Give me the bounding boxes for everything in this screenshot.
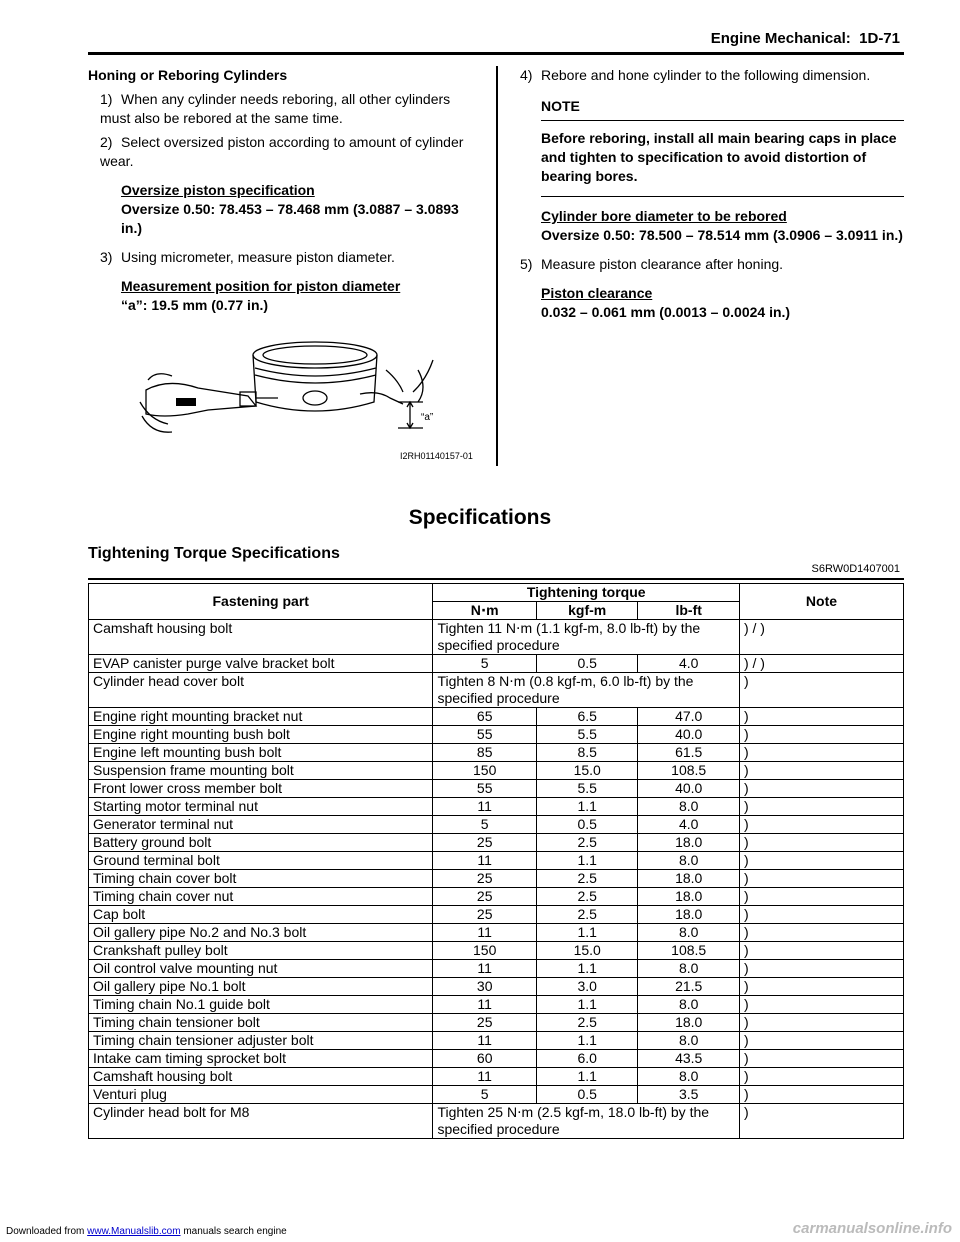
cell-note: ) [739, 726, 903, 744]
cell-fastening-part: Generator terminal nut [89, 816, 433, 834]
cell-fastening-part: Suspension frame mounting bolt [89, 762, 433, 780]
cell-kgf: 1.1 [536, 924, 637, 942]
cell-note: ) [739, 834, 903, 852]
cell-kgf: 2.5 [536, 870, 637, 888]
cell-note: ) [739, 960, 903, 978]
section-title: Specifications [408, 506, 552, 529]
cell-lbft: 18.0 [638, 906, 739, 924]
right-column [520, 66, 904, 322]
cell-kgf: 2.5 [536, 888, 637, 906]
step-1 [88, 90, 478, 128]
cell-nm: 55 [433, 780, 537, 798]
cell-lbft: 18.0 [638, 834, 739, 852]
cell-kgf: 1.1 [536, 996, 637, 1014]
cell-nm: 5 [433, 655, 537, 673]
cell-lbft: 108.5 [638, 762, 739, 780]
cell-note: ) [739, 942, 903, 960]
cell-nm: 5 [433, 816, 537, 834]
footer-source [6, 1226, 287, 1237]
table-row [89, 1086, 904, 1104]
step-text: Rebore and hone cylinder to the following dimension. [541, 67, 871, 83]
note-body: Before reboring, install all main bearing caps in place and tighten to specification to avoid distortion of bearing bores. [541, 121, 904, 197]
cell-lbft: 8.0 [638, 852, 739, 870]
page-header [711, 30, 900, 47]
step-5 [520, 255, 904, 274]
cell-nm: 25 [433, 888, 537, 906]
cell-kgf: 2.5 [536, 1014, 637, 1032]
cell-fastening-part: Front lower cross member bolt [89, 780, 433, 798]
cell-note: ) [739, 888, 903, 906]
cell-fastening-part: Oil control valve mounting nut [89, 960, 433, 978]
table-row [89, 924, 904, 942]
cell-fastening-part: Venturi plug [89, 1086, 433, 1104]
cell-note: ) [739, 924, 903, 942]
cell-lbft: 4.0 [638, 816, 739, 834]
footer-link[interactable]: www.Manualslib.com [87, 1226, 181, 1237]
table-row [89, 1014, 904, 1032]
cell-lbft: 21.5 [638, 978, 739, 996]
step-number: 3) [100, 249, 113, 265]
spec-title: Cylinder bore diameter to be rebored [541, 208, 787, 224]
cylinder-bore-spec [541, 207, 904, 245]
table-row [89, 762, 904, 780]
header-fastening-part: Fastening part [89, 584, 433, 620]
cell-nm: 11 [433, 1032, 537, 1050]
cell-lbft: 8.0 [638, 1032, 739, 1050]
cell-lbft: 8.0 [638, 960, 739, 978]
cell-lbft: 8.0 [638, 798, 739, 816]
cell-note: ) [739, 1104, 903, 1139]
cell-nm: 60 [433, 1050, 537, 1068]
table-row [89, 870, 904, 888]
cell-lbft: 43.5 [638, 1050, 739, 1068]
spec-value: Oversize 0.50: 78.500 – 78.514 mm (3.0906 – 3.0911 in.) [541, 227, 903, 243]
cell-nm: 25 [433, 834, 537, 852]
cell-kgf: 1.1 [536, 1068, 637, 1086]
cell-fastening-part: Battery ground bolt [89, 834, 433, 852]
table-row [89, 673, 904, 708]
spec-title: Oversize piston specification [121, 182, 315, 198]
cell-nm: 5 [433, 1086, 537, 1104]
cell-lbft: 61.5 [638, 744, 739, 762]
table-row [89, 1032, 904, 1050]
header-kgf: kgf-m [536, 602, 637, 620]
cell-nm: 65 [433, 708, 537, 726]
cell-kgf: 5.5 [536, 726, 637, 744]
cell-lbft: 4.0 [638, 655, 739, 673]
cell-kgf: 0.5 [536, 1086, 637, 1104]
cell-note: ) [739, 762, 903, 780]
table-row [89, 744, 904, 762]
step-text: Measure piston clearance after honing. [541, 256, 784, 272]
header-nm: N⋅m [433, 602, 537, 620]
cell-nm: 30 [433, 978, 537, 996]
table-row [89, 960, 904, 978]
table-row [89, 942, 904, 960]
cell-note: ) / ) [739, 620, 903, 655]
subsection-rule [88, 578, 904, 580]
table-body [89, 620, 904, 1139]
figure-caption: I2RH01140157-01 [400, 451, 473, 461]
cell-procedure: Tighten 11 N⋅m (1.1 kgf-m, 8.0 lb-ft) by the specified procedure [433, 620, 740, 655]
column-divider [496, 66, 498, 466]
honing-heading: Honing or Reboring Cylinders [88, 67, 288, 83]
cell-fastening-part: Timing chain cover nut [89, 888, 433, 906]
cell-lbft: 8.0 [638, 924, 739, 942]
cell-fastening-part: Camshaft housing bolt [89, 620, 433, 655]
torque-spec-table [88, 583, 904, 1139]
cell-nm: 85 [433, 744, 537, 762]
footer-suffix: manuals search engine [183, 1226, 287, 1237]
cell-fastening-part: Engine left mounting bush bolt [89, 744, 433, 762]
cell-fastening-part: Starting motor terminal nut [89, 798, 433, 816]
cell-lbft: 18.0 [638, 870, 739, 888]
step-text: When any cylinder needs reboring, all other cylinders must also be rebored at the same time. [100, 91, 451, 126]
cell-nm: 11 [433, 996, 537, 1014]
table-row [89, 906, 904, 924]
cell-lbft: 18.0 [638, 1014, 739, 1032]
cell-kgf: 15.0 [536, 762, 637, 780]
cell-fastening-part: Engine right mounting bush bolt [89, 726, 433, 744]
cell-kgf: 0.5 [536, 816, 637, 834]
cell-fastening-part: Timing chain tensioner bolt [89, 1014, 433, 1032]
cell-kgf: 2.5 [536, 906, 637, 924]
table-row [89, 620, 904, 655]
footer-watermark: carmanualsonline.info [792, 1220, 952, 1237]
cell-nm: 11 [433, 960, 537, 978]
cell-note: ) [739, 1050, 903, 1068]
table-row [89, 816, 904, 834]
cell-kgf: 5.5 [536, 780, 637, 798]
cell-nm: 55 [433, 726, 537, 744]
cell-lbft: 18.0 [638, 888, 739, 906]
cell-note: ) [739, 780, 903, 798]
cell-note: ) [739, 708, 903, 726]
table-row [89, 780, 904, 798]
measurement-position-spec [121, 277, 478, 315]
spec-value: 0.032 – 0.061 mm (0.0013 – 0.0024 in.) [541, 304, 791, 320]
spec-title: Piston clearance [541, 285, 653, 301]
cell-kgf: 2.5 [536, 834, 637, 852]
cell-kgf: 15.0 [536, 942, 637, 960]
step-number: 1) [100, 91, 113, 107]
cell-fastening-part: Engine right mounting bracket nut [89, 708, 433, 726]
cell-fastening-part: Timing chain No.1 guide bolt [89, 996, 433, 1014]
table-row [89, 1050, 904, 1068]
cell-kgf: 8.5 [536, 744, 637, 762]
cell-fastening-part: Crankshaft pulley bolt [89, 942, 433, 960]
table-row [89, 798, 904, 816]
cell-fastening-part: Oil gallery pipe No.1 bolt [89, 978, 433, 996]
cell-lbft: 8.0 [638, 996, 739, 1014]
spec-title: Measurement position for piston diameter [121, 278, 401, 294]
piston-clearance-spec [541, 284, 904, 322]
step-3 [88, 248, 478, 267]
cell-kgf: 6.0 [536, 1050, 637, 1068]
header-tightening-torque: Tightening torque [433, 584, 740, 602]
oversize-piston-spec [121, 181, 478, 238]
cell-lbft: 108.5 [638, 942, 739, 960]
note-box [541, 97, 904, 197]
table-row [89, 834, 904, 852]
cell-procedure: Tighten 25 N⋅m (2.5 kgf-m, 18.0 lb-ft) by the specified procedure [433, 1104, 740, 1139]
step-text: Using micrometer, measure piston diameter. [121, 249, 395, 265]
subsection-title: Tightening Torque Specifications [88, 545, 340, 562]
table-header-row [89, 584, 904, 602]
cell-kgf: 3.0 [536, 978, 637, 996]
cell-note: ) / ) [739, 655, 903, 673]
cell-fastening-part: EVAP canister purge valve bracket bolt [89, 655, 433, 673]
cell-nm: 11 [433, 852, 537, 870]
cell-lbft: 40.0 [638, 726, 739, 744]
cell-fastening-part: Camshaft housing bolt [89, 1068, 433, 1086]
cell-nm: 150 [433, 762, 537, 780]
cell-fastening-part: Ground terminal bolt [89, 852, 433, 870]
cell-note: ) [739, 906, 903, 924]
cell-nm: 11 [433, 924, 537, 942]
cell-nm: 11 [433, 1068, 537, 1086]
table-row [89, 726, 904, 744]
cell-note: ) [739, 816, 903, 834]
cell-fastening-part: Timing chain tensioner adjuster bolt [89, 1032, 433, 1050]
cell-note: ) [739, 798, 903, 816]
cell-nm: 25 [433, 906, 537, 924]
footer-prefix: Downloaded from [6, 1226, 85, 1237]
cell-note: ) [739, 1086, 903, 1104]
cell-note: ) [739, 744, 903, 762]
step-4 [520, 66, 904, 85]
cell-note: ) [739, 870, 903, 888]
cell-kgf: 1.1 [536, 1032, 637, 1050]
document-code: S6RW0D1407001 [811, 563, 900, 575]
step-number: 5) [520, 256, 533, 272]
dimension-label-a: “a” [421, 412, 434, 423]
cell-fastening-part: Cap bolt [89, 906, 433, 924]
table-row [89, 655, 904, 673]
cell-kgf: 0.5 [536, 655, 637, 673]
cell-kgf: 6.5 [536, 708, 637, 726]
cell-note: ) [739, 1032, 903, 1050]
table-row [89, 996, 904, 1014]
cell-lbft: 40.0 [638, 780, 739, 798]
table-row [89, 888, 904, 906]
cell-lbft: 3.5 [638, 1086, 739, 1104]
page-number: 1D-71 [859, 30, 900, 47]
step-number: 2) [100, 134, 113, 150]
cell-nm: 11 [433, 798, 537, 816]
left-column [88, 66, 478, 315]
cell-note: ) [739, 1068, 903, 1086]
spec-value: “a”: 19.5 mm (0.77 in.) [121, 297, 269, 313]
cell-note: ) [739, 978, 903, 996]
header-note: Note [739, 584, 903, 620]
cell-note: ) [739, 1014, 903, 1032]
step-number: 4) [520, 67, 533, 83]
cell-nm: 25 [433, 870, 537, 888]
table-row [89, 852, 904, 870]
cell-fastening-part: Timing chain cover bolt [89, 870, 433, 888]
cell-fastening-part: Cylinder head cover bolt [89, 673, 433, 708]
cell-kgf: 1.1 [536, 960, 637, 978]
cell-fastening-part: Intake cam timing sprocket bolt [89, 1050, 433, 1068]
step-text: Select oversized piston according to amount of cylinder wear. [100, 134, 464, 169]
cell-fastening-part: Oil gallery pipe No.2 and No.3 bolt [89, 924, 433, 942]
header-rule [88, 52, 904, 55]
spec-value: Oversize 0.50: 78.453 – 78.468 mm (3.0887 – 3.0893 in.) [121, 201, 459, 236]
cell-nm: 150 [433, 942, 537, 960]
piston-micrometer-illustration [128, 330, 478, 460]
table-row [89, 1068, 904, 1086]
step-2 [88, 133, 478, 171]
cell-lbft: 47.0 [638, 708, 739, 726]
cell-kgf: 1.1 [536, 798, 637, 816]
note-heading: NOTE [541, 97, 904, 121]
cell-fastening-part: Cylinder head bolt for M8 [89, 1104, 433, 1139]
cell-kgf: 1.1 [536, 852, 637, 870]
header-lbft: lb-ft [638, 602, 739, 620]
table-row [89, 708, 904, 726]
table-row [89, 1104, 904, 1139]
header-title: Engine Mechanical: [710, 30, 851, 47]
cell-lbft: 8.0 [638, 1068, 739, 1086]
cell-note: ) [739, 996, 903, 1014]
cell-nm: 25 [433, 1014, 537, 1032]
cell-note: ) [739, 852, 903, 870]
cell-procedure: Tighten 8 N⋅m (0.8 kgf-m, 6.0 lb-ft) by the specified procedure [433, 673, 740, 708]
table-row [89, 978, 904, 996]
cell-note: ) [739, 673, 903, 708]
